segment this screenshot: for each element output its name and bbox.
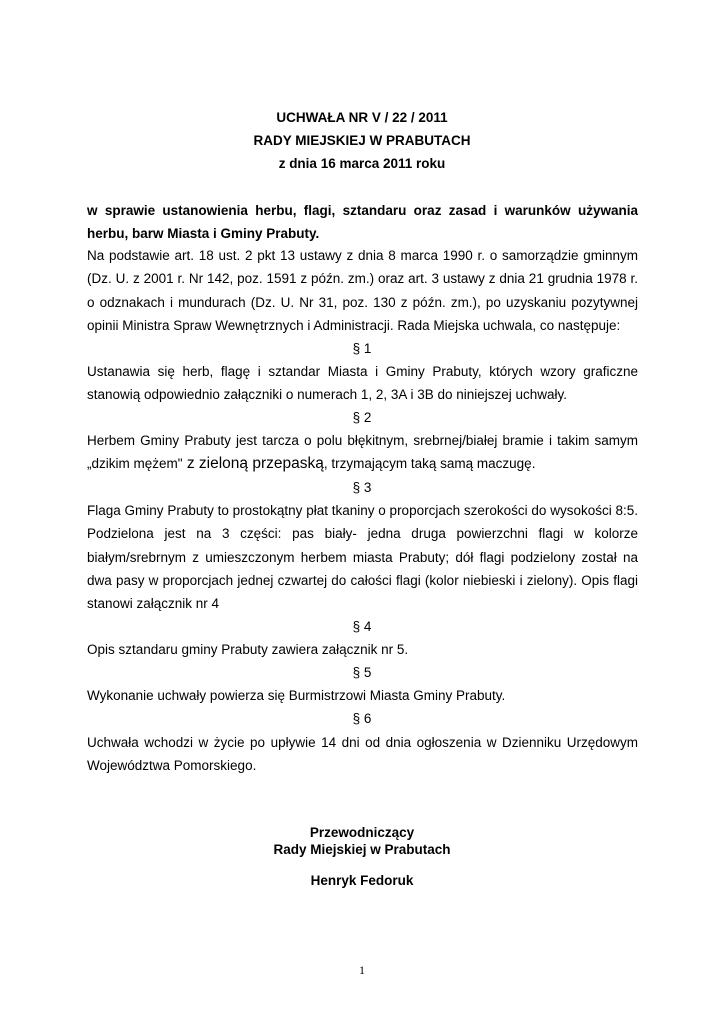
preamble-line: opinii Ministra Spraw Wewnętrznych i Administracji. Rada Miejska uchwala, co następuje: — [87, 317, 621, 333]
section-1-text — [87, 360, 638, 407]
signature-title: Przewodniczący — [309, 825, 415, 840]
preamble-line: Na podstawie art. 18 ust. 2 pkt 13 ustawy z dnia 8 marca 1990 r. o samorządzie gminnym — [87, 248, 638, 263]
section-mark-3: § 3 — [352, 480, 372, 495]
preamble-line: o odznakach i mundurach (Dz. U. Nr 31, poz. 130 z późn. zm.), po uzyskaniu pozytywnej — [87, 294, 638, 310]
subject-line: w sprawie ustanowienia herbu, flagi, sztandaru oraz zasad i warunków używania — [87, 203, 638, 218]
section-line: stanowią odpowiednio załączniki o numerach 1, 2, 3A i 3B do niniejszej uchwały. — [87, 387, 568, 403]
resolution-date: z dnia 16 marca 2011 roku — [278, 156, 446, 171]
page-number: 1 — [359, 963, 365, 977]
preamble-line: (Dz. U. z 2001 r. Nr 142, poz. 1591 z późn. zm.) oraz art. 3 ustawy z dnia 21 grudnia 1978 r. — [87, 271, 638, 287]
section-line-end: , trzymającym taką samą maczugę. — [323, 456, 536, 472]
section-2-text — [87, 429, 638, 476]
section-line: Ustanawia się herb, flagę i sztandar Miasta i Gminy Prabuty, których wzory graficzne — [87, 364, 638, 379]
section-mark-5: § 5 — [352, 665, 372, 680]
section-line: Herbem Gminy Prabuty jest tarcza o polu błękitnym, srebrnej/białej bramie i takim samym — [87, 433, 638, 448]
resolution-number: UCHWAŁA NR V / 22 / 2011 — [276, 110, 448, 125]
section-mark-1: § 1 — [352, 341, 372, 356]
section-line: Województwa Pomorskiego. — [87, 758, 257, 774]
section-mark-6: § 6 — [352, 711, 372, 726]
subject-line: herbu, barw Miasta i Gminy Prabuty. — [87, 226, 320, 242]
section-line: Uchwała wchodzi w życie po upływie 14 dni od dnia ogłoszenia w Dzienniku Urzędowym — [87, 735, 638, 750]
section-line: białym/srebrnym z umieszczonym herbem miasta Prabuty; dół flagi podzielony został na — [87, 549, 638, 565]
preamble — [87, 244, 638, 337]
quoted-figure: „dzikim mężem" — [87, 456, 183, 472]
section-line: dwa pasy w proporcjach jednej czwartej do całości flagi (kolor niebieski i zielony). Opis flagi — [87, 572, 638, 588]
section-line: Flaga Gminy Prabuty to prostokątny płat tkaniny o proporcjach szerokości do wysokości 8:5. — [87, 503, 638, 518]
section-mark-4: § 4 — [352, 619, 372, 634]
section-5-text — [87, 684, 638, 707]
section-4-text — [87, 638, 638, 661]
section-line: Wykonanie uchwały powierza się Burmistrzowi Miasta Gminy Prabuty. — [87, 688, 506, 703]
signatory-name: Henryk Fedoruk — [310, 873, 414, 888]
section-line: stanowi załącznik nr 4 — [87, 596, 220, 612]
council-name: RADY MIEJSKIEJ W PRABUTACH — [253, 133, 471, 148]
section-mark-2: § 2 — [352, 410, 372, 425]
section-line — [87, 452, 638, 475]
section-6-text — [87, 731, 638, 778]
section-line: Opis sztandaru gminy Prabuty zawiera załącznik nr 5. — [87, 642, 409, 657]
section-3-text — [87, 499, 638, 615]
signature-body: Rady Miejskiej w Prabutach — [273, 842, 451, 857]
resolution-subject — [87, 199, 638, 246]
section-line: Podzielona jest na 3 części: pas biały- jedna druga powierzchni flagi w kolorze — [87, 526, 638, 542]
green-sash-text: z zieloną przepaską — [182, 455, 324, 473]
